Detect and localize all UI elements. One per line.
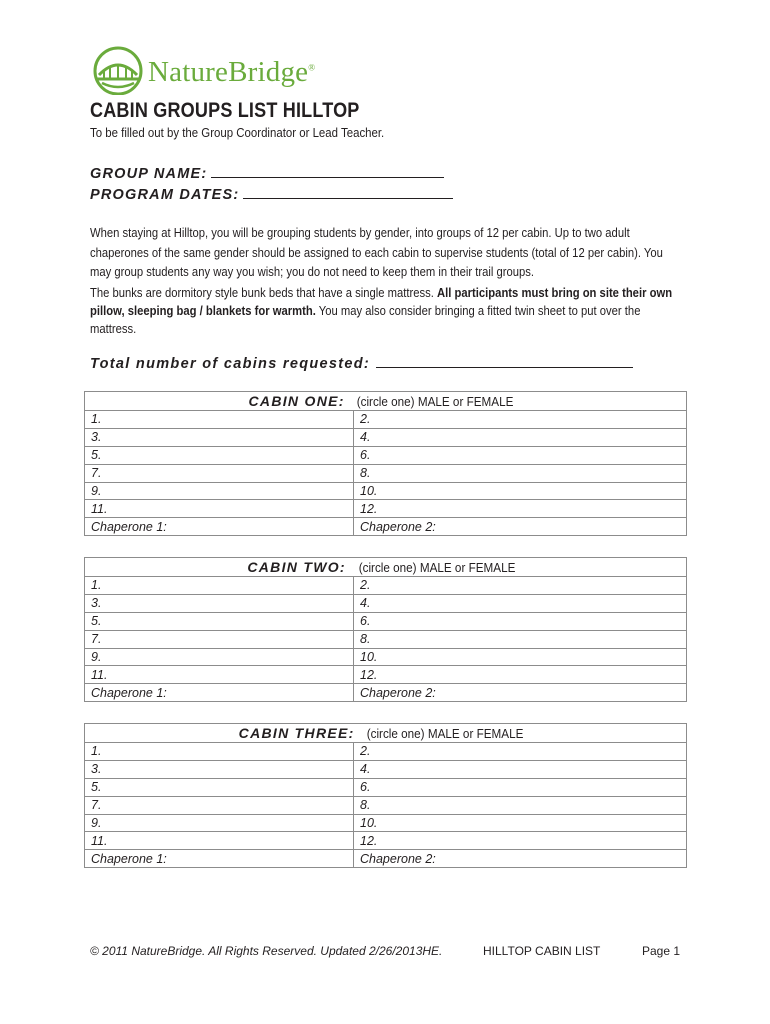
table-row — [85, 577, 687, 595]
total-cabins-field[interactable] — [90, 353, 633, 372]
table-row — [85, 500, 687, 518]
group-name-label: GROUP NAME: — [90, 166, 208, 182]
chaperone-cell[interactable]: Chaperone 2: — [354, 518, 687, 536]
student-cell[interactable]: 8. — [354, 464, 687, 482]
table-row — [85, 630, 687, 648]
gender-choice[interactable]: (circle one) MALE or FEMALE — [357, 394, 514, 409]
cabin-table — [84, 557, 687, 702]
table-row — [85, 796, 687, 814]
cabin-name: CABIN TWO: — [247, 559, 346, 575]
program-dates-label: PROGRAM DATES: — [90, 187, 240, 203]
table-row — [85, 446, 687, 464]
table-row — [85, 464, 687, 482]
chaperone-cell[interactable]: Chaperone 2: — [354, 850, 687, 868]
chaperone-cell[interactable]: Chaperone 2: — [354, 684, 687, 702]
gender-choice[interactable]: (circle one) MALE or FEMALE — [358, 560, 515, 575]
student-cell[interactable]: 3. — [85, 594, 354, 612]
student-cell[interactable]: 6. — [354, 446, 687, 464]
student-cell[interactable]: 2. — [354, 411, 687, 429]
table-row — [85, 760, 687, 778]
table-row — [85, 594, 687, 612]
naturebridge-logo — [90, 44, 315, 96]
student-cell[interactable]: 12. — [354, 832, 687, 850]
group-name-field[interactable] — [90, 163, 444, 182]
footer-copyright: © 2011 NatureBridge. All Rights Reserved. Updated 2/26/2013HE. — [90, 944, 443, 958]
brand-name: NatureBridge® — [148, 55, 316, 88]
table-row — [85, 778, 687, 796]
table-row — [85, 743, 687, 761]
table-row — [85, 814, 687, 832]
student-cell[interactable]: 10. — [354, 814, 687, 832]
total-cabins-blank[interactable] — [376, 353, 633, 368]
chaperone-cell[interactable]: Chaperone 1: — [85, 850, 354, 868]
table-row — [85, 684, 687, 702]
student-cell[interactable]: 9. — [85, 482, 354, 500]
student-cell[interactable]: 7. — [85, 630, 354, 648]
instructions-paragraph-1: When staying at Hilltop, you will be grouping students by gender, into groups of 12 per cabin. Up to two adult chaperones of the same gender should be assigned to each cabin to supervise students (total of 12 per cabin). You may group students any way you wish; you do not need to keep them in their trail groups. — [90, 226, 663, 279]
student-cell[interactable]: 8. — [354, 630, 687, 648]
student-cell[interactable]: 4. — [354, 760, 687, 778]
student-cell[interactable]: 9. — [85, 814, 354, 832]
gender-choice[interactable]: (circle one) MALE or FEMALE — [366, 726, 524, 741]
table-row — [85, 612, 687, 630]
student-cell[interactable]: 2. — [354, 743, 687, 761]
student-cell[interactable]: 3. — [85, 428, 354, 446]
table-row — [85, 648, 687, 666]
student-cell[interactable]: 3. — [85, 760, 354, 778]
document-title: CABIN GROUPS LIST HILLTOP — [90, 99, 360, 122]
table-row — [85, 518, 687, 536]
chaperone-cell[interactable]: Chaperone 1: — [85, 684, 354, 702]
student-cell[interactable]: 6. — [354, 778, 687, 796]
student-cell[interactable]: 11. — [85, 500, 354, 518]
student-cell[interactable]: 10. — [354, 648, 687, 666]
document-subtitle: To be filled out by the Group Coordinator or Lead Teacher. — [90, 125, 385, 140]
student-cell[interactable]: 12. — [354, 666, 687, 684]
student-cell[interactable]: 11. — [85, 666, 354, 684]
table-row — [85, 666, 687, 684]
student-cell[interactable]: 9. — [85, 648, 354, 666]
cabin-header — [85, 392, 687, 411]
instructions-paragraph-2: The bunks are dormitory style bunk beds that have a single mattress. All participants must bring on site their own pillow, sleeping bag / blankets for warmth. You may also consider bringing a fitted twin sheet to put over the mattress. — [90, 286, 673, 336]
student-cell[interactable]: 1. — [85, 743, 354, 761]
student-cell[interactable]: 7. — [85, 796, 354, 814]
student-cell[interactable]: 1. — [85, 411, 354, 429]
cabin-header — [85, 724, 687, 743]
student-cell[interactable]: 11. — [85, 832, 354, 850]
student-cell[interactable]: 6. — [354, 612, 687, 630]
student-cell[interactable]: 12. — [354, 500, 687, 518]
table-row — [85, 428, 687, 446]
program-dates-blank[interactable] — [243, 184, 453, 199]
student-cell[interactable]: 7. — [85, 464, 354, 482]
group-name-blank[interactable] — [211, 163, 444, 178]
footer-page-number: Page 1 — [642, 944, 681, 958]
student-cell[interactable]: 5. — [85, 612, 354, 630]
table-row — [85, 411, 687, 429]
cabin-name: CABIN THREE: — [238, 725, 355, 741]
footer-list-name: HILLTOP CABIN LIST — [483, 944, 601, 958]
student-cell[interactable]: 2. — [354, 577, 687, 595]
student-cell[interactable]: 5. — [85, 778, 354, 796]
student-cell[interactable]: 1. — [85, 577, 354, 595]
student-cell[interactable]: 5. — [85, 446, 354, 464]
total-cabins-label: Total number of cabins requested: — [90, 356, 371, 372]
cabin-table — [84, 723, 687, 868]
student-cell[interactable]: 10. — [354, 482, 687, 500]
chaperone-cell[interactable]: Chaperone 1: — [85, 518, 354, 536]
table-row — [85, 850, 687, 868]
table-row — [85, 832, 687, 850]
student-cell[interactable]: 4. — [354, 428, 687, 446]
cabin-table — [84, 391, 687, 536]
bridge-leaf-logo-icon — [90, 45, 148, 95]
table-row — [85, 482, 687, 500]
cabin-header — [85, 558, 687, 577]
program-dates-field[interactable] — [90, 184, 453, 203]
cabin-name: CABIN ONE: — [248, 393, 345, 409]
student-cell[interactable]: 4. — [354, 594, 687, 612]
student-cell[interactable]: 8. — [354, 796, 687, 814]
